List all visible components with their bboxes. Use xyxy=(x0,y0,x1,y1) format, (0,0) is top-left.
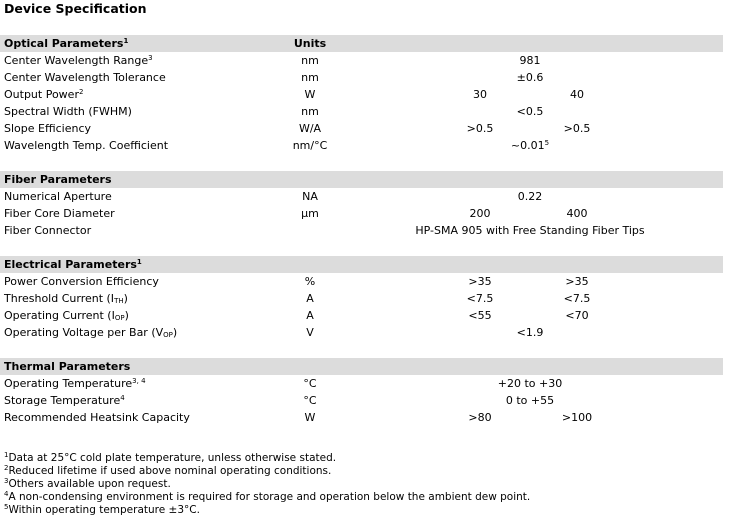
spec-units: °C xyxy=(303,377,317,390)
spec-value: 0.22 xyxy=(517,190,543,203)
spec-label: Numerical Aperture xyxy=(4,190,112,203)
spec-label: Slope Efficiency xyxy=(4,122,92,135)
spec-row xyxy=(0,86,723,103)
units-header: Units xyxy=(293,37,327,50)
spec-units: W xyxy=(304,411,316,424)
spec-row xyxy=(0,324,723,341)
spec-value-2: <70 xyxy=(565,309,589,322)
footnote: $^3$Others available upon request. xyxy=(4,477,171,490)
spec-units: µm xyxy=(301,207,319,220)
spec-units: A xyxy=(306,309,314,322)
spec-label: Threshold Current $(I_{TH})$ xyxy=(4,292,128,305)
spec-value: +20 to +30 xyxy=(497,377,563,390)
spec-value: ±0.6 xyxy=(516,71,544,84)
footnote: $^4$A non-condensing environment is required for storage and operation below the ambient dew point. xyxy=(4,490,531,503)
spec-label: Wavelength Temp. Coefficient xyxy=(4,139,169,152)
spec-value: <0.5 xyxy=(516,105,544,118)
spec-label: Operating Voltage per Bar $(V_{OP})$ xyxy=(4,326,178,339)
spec-row xyxy=(0,137,723,154)
spec-row xyxy=(0,290,723,307)
spec-value: ~0.01$^5$ xyxy=(510,139,550,152)
section-header-optical xyxy=(0,35,723,52)
spec-label: Operating Temperature$^{3, 4}$ xyxy=(4,377,146,390)
spec-row xyxy=(0,375,723,392)
spec-label: Storage Temperature$^4$ xyxy=(4,394,125,407)
footnote: $^2$Reduced lifetime if used above nominal operating conditions. xyxy=(4,464,332,477)
spec-row xyxy=(0,52,723,69)
section-header-thermal xyxy=(0,358,723,375)
spec-value-1: <7.5 xyxy=(466,292,494,305)
spec-row xyxy=(0,222,723,239)
section-title: Thermal Parameters xyxy=(4,360,131,373)
page-title: Device Specification xyxy=(4,1,147,16)
spec-units: NA xyxy=(302,190,318,203)
spec-value: 981 xyxy=(519,54,541,67)
spec-label: Fiber Core Diameter xyxy=(4,207,115,220)
spec-row xyxy=(0,188,723,205)
spec-units: nm xyxy=(301,105,319,118)
spec-units: W/A xyxy=(298,122,322,135)
section-title: Optical Parameters$^1$ xyxy=(4,37,129,50)
spec-value-2: 40 xyxy=(570,88,584,101)
spec-row xyxy=(0,120,723,137)
spec-value-2: 400 xyxy=(566,207,588,220)
spec-value-2: >100 xyxy=(561,411,593,424)
section-header-electrical xyxy=(0,256,723,273)
spec-units: nm xyxy=(301,71,319,84)
spec-units: V xyxy=(306,326,314,339)
spec-value-1: >35 xyxy=(468,275,492,288)
spec-units: nm/°C xyxy=(292,139,328,152)
spec-units: W xyxy=(304,88,316,101)
spec-label: Fiber Connector xyxy=(4,224,92,237)
spec-value: <1.9 xyxy=(516,326,544,339)
spec-row xyxy=(0,69,723,86)
spec-label: Recommended Heatsink Capacity xyxy=(4,411,190,424)
spec-value-1: <55 xyxy=(468,309,492,322)
footnote: $^5$Within operating temperature ±3°C. xyxy=(4,503,200,516)
spec-value-2: >0.5 xyxy=(563,122,591,135)
spec-units: °C xyxy=(303,394,317,407)
spec-row xyxy=(0,205,723,222)
spec-label: Spectral Width (FWHM) xyxy=(4,105,132,118)
spec-value-1: >0.5 xyxy=(466,122,494,135)
spec-units: A xyxy=(306,292,314,305)
section-header-fiber xyxy=(0,171,723,188)
spec-label: Center Wavelength Range$^3$ xyxy=(4,54,153,67)
spec-label: Center Wavelength Tolerance xyxy=(4,71,166,84)
spec-units: nm xyxy=(301,54,319,67)
spec-label: Power Conversion Efficiency xyxy=(4,275,159,288)
section-title: Electrical Parameters$^1$ xyxy=(4,258,142,271)
spec-row xyxy=(0,409,723,426)
spec-row xyxy=(0,392,723,409)
spec-units: % xyxy=(304,275,316,288)
spec-value-1: 30 xyxy=(473,88,487,101)
spec-label: Operating Current $(I_{OP})$ xyxy=(4,309,129,322)
spec-value-1: >80 xyxy=(468,411,492,424)
spec-row xyxy=(0,273,723,290)
footnote: $^1$Data at 25°C cold plate temperature, unless otherwise stated. xyxy=(4,451,337,464)
spec-value-1: 200 xyxy=(469,207,491,220)
footnotes xyxy=(4,452,530,517)
spec-value: 0 to +55 xyxy=(505,394,555,407)
section-title: Fiber Parameters xyxy=(4,173,112,186)
spec-row xyxy=(0,307,723,324)
spec-value-2: <7.5 xyxy=(563,292,591,305)
spec-label: Output Power$^2$ xyxy=(4,88,84,101)
spec-row xyxy=(0,103,723,120)
spec-value: HP-SMA 905 with Free Standing Fiber Tips xyxy=(415,224,645,237)
spec-value-2: >35 xyxy=(565,275,589,288)
